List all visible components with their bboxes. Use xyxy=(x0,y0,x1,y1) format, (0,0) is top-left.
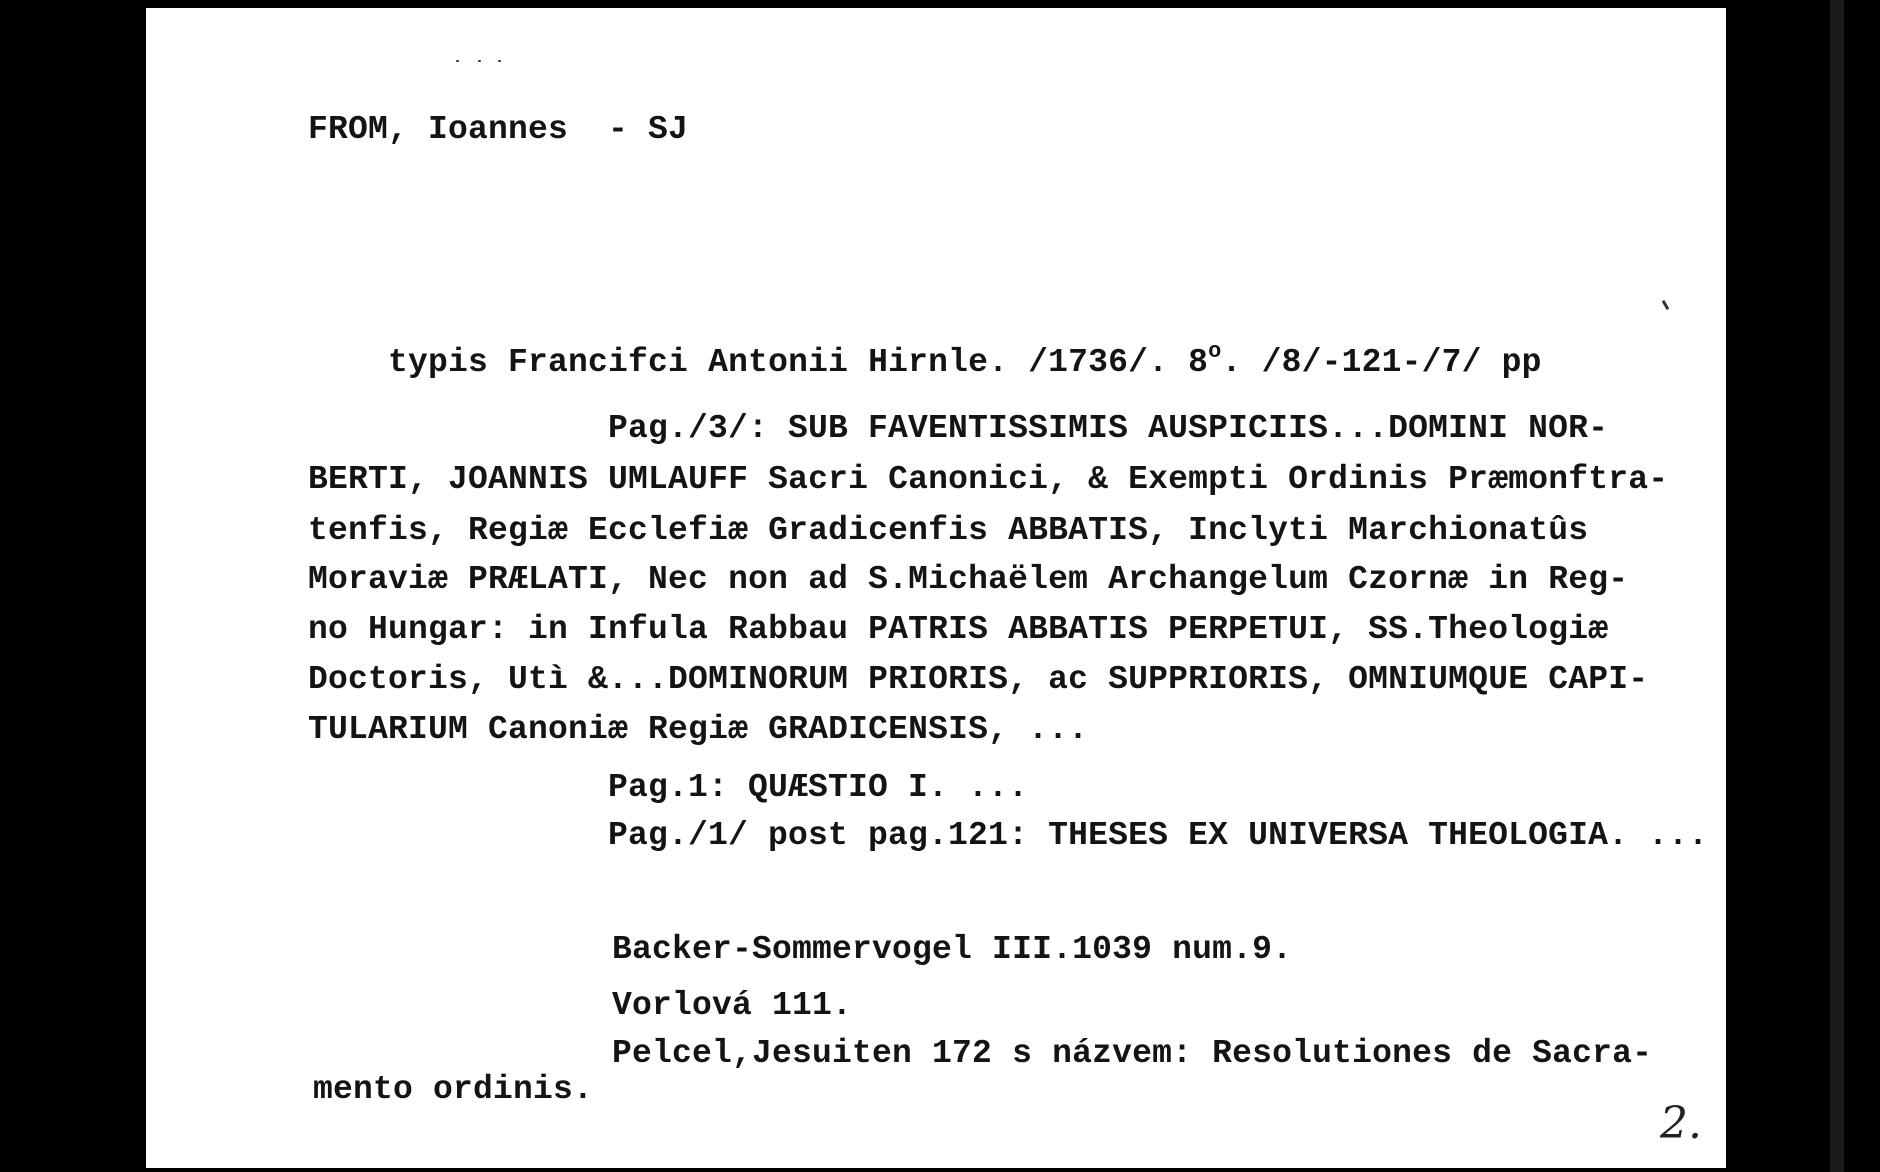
imprint-text: typis Francifci Antonii Hirnle. /1736/. 8 xyxy=(388,344,1209,381)
reference-line: Pelcel,Jesuiten 172 s názvem: Resolutiones de Sacra- xyxy=(612,1035,1653,1072)
scan-speck xyxy=(456,60,459,62)
scan-speck xyxy=(498,60,501,62)
scan-speck xyxy=(478,60,481,62)
body-line: Moraviæ PRÆLATI, Nec non ad S.Michaëlem Archangelum Czornæ in Reg- xyxy=(308,561,1629,598)
reference-line: Vorlová 111. xyxy=(612,987,853,1024)
body-line: no Hungar: in Infula Rabbau PATRIS ABBATIS PERPETUI, SS.Theologiæ xyxy=(308,611,1609,648)
body-line: Doctoris, Utì &...DOMINORUM PRIORIS, ac SUPPRIORIS, OMNIUMQUE CAPI- xyxy=(308,661,1649,698)
imprint-pagination: . /8/-121-/7/ pp xyxy=(1221,344,1542,381)
body-line: tenfis, Regiæ Ecclefiæ Gradicenfis ABBATIS, Inclyti Marchionatûs xyxy=(308,512,1589,549)
right-scan-stripe xyxy=(1830,0,1844,1172)
format-superscript: o xyxy=(1208,339,1222,364)
reference-line: mento ordinis. xyxy=(313,1071,594,1108)
imprint-line xyxy=(308,313,1542,412)
body-line: Pag./3/: SUB FAVENTISSIMIS AUSPICIIS...DOMINI NOR- xyxy=(608,410,1609,447)
left-scan-border xyxy=(0,0,146,1172)
body-line: TULARIUM Canoniæ Regiæ GRADICENSIS, ... xyxy=(308,711,1089,748)
handwritten-number: 2. xyxy=(1660,1098,1702,1149)
body-line: Pag./1/ post pag.121: THESES EX UNIVERSA THEOLOGIA. ... xyxy=(608,817,1709,854)
reference-line: Backer-Sommervogel III.1039 num.9. xyxy=(612,931,1293,968)
body-line: BERTI, JOANNIS UMLAUFF Sacri Canonici, & Exempti Ordinis Præmonftra- xyxy=(308,461,1669,498)
card-heading: FROM, Ioannes - SJ xyxy=(308,111,689,148)
body-line: Pag.1: QUÆSTIO I. ... xyxy=(608,769,1029,806)
